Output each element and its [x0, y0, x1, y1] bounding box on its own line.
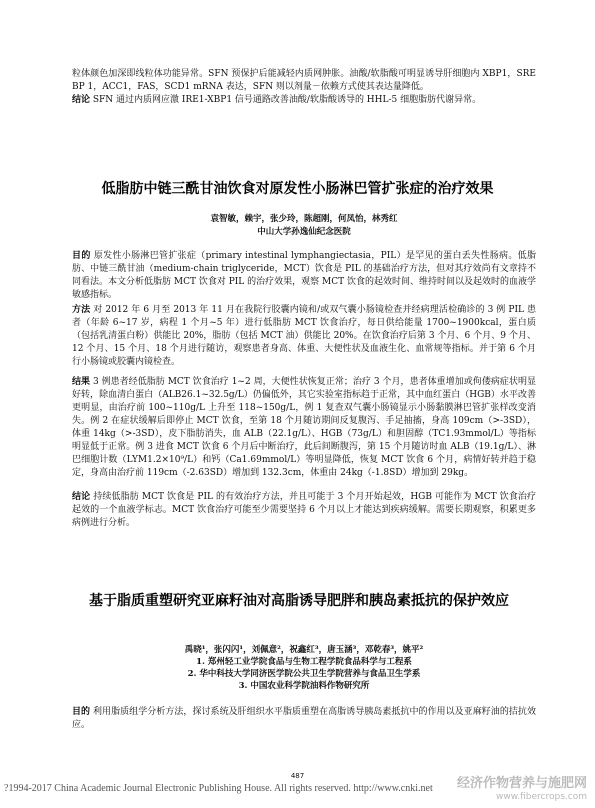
conclusion-text: SFN 通过内质网应激 IRE1-XBP1 信号通路改善油酸/软脂酸诱导的 HHL-5 细胞脂肪代谢异常。	[92, 95, 482, 105]
methods-text: 对 2012 年 6 月至 2013 年 11 月在我院行胶囊内镜和/或双气囊小肠镜检查并经病理活检确诊的 3 例 PIL 患者（年龄 6~17 岁，病程 1 个月~5 年）进行低脂肪 MCT 饮食治疗，每日供给能量 1700~1900kcal，蛋白质（包括乳清蛋白粉）供能比 20%，脂肪（包括 MCT 油）供能比 20%。在饮食治疗后第 3 个月、6 个月、9 个月、12 个月、15 个月、18 个月进行随访，观察患者身高、体重、大便性状及血液生化、血常规等指标。并于第 6 个月行小肠镜或胶囊内镜检查。	[72, 305, 536, 367]
article2-title: 基于脂质重塑研究亚麻籽油对高脂诱导肥胖和胰岛素抵抗的保护效应	[89, 593, 509, 609]
article1-conclusion	[72, 491, 536, 530]
results-text: 3 例患者经低脂肪 MCT 饮食治疗 1~2 周，大便性状恢复正常；治疗 3 个月，患者体重增加或佝偻病症状明显好转，除血清白蛋白（ALB26.1~32.5g/L）仍偏低外，其它实验室指标趋于正常，其中血红蛋白（HGB）水平改善更明显，由治疗前 100~110g/L 上升至 118~150g/L，例 1 复查双气囊小肠镜显示小肠黏膜淋巴管扩张样改变消失。例 2 在症状缓解后即停止 MCT 饮食，至第 18 个月随访期间反复腹泻、手足抽搐，身高 109cm（>-3SD），体重 14kg（>-3SD），皮下脂肪消失，血 ALB（22.1g/L）、HGB（73g/L）和胆固醇（TC1.93mmol/L）等指标明显低于正常。例 3 进食 MCT 饮食 6 个月后中断治疗，此后间断腹泻，第 15 个月随访时血 ALB（19.1g/L）、淋巴细胞计数（LYM1.2×10⁹/L）和钙（Ca1.69mmol/L）等明显降低，恢复 MCT 饮食 6 个月，病情好转并趋于稳定，身高由治疗前 119cm（-2.63SD）增加到 132.3cm，体重由 24kg（-1.8SD）增加到 29kg。	[72, 377, 536, 478]
article1-objective	[72, 250, 536, 302]
methods-label: 方法	[72, 305, 91, 315]
previous-abstract-continuation	[72, 68, 536, 94]
watermark-url: www.fibercrops.com	[496, 792, 587, 802]
affiliation-line: 1. 郑州轻工业学院食品与生物工程学院食品科学与工程系	[196, 657, 412, 667]
article2-objective	[72, 706, 536, 732]
article1-methods	[72, 304, 536, 369]
affiliation-line: 2. 华中科技大学同济医学院公共卫生学院营养与食品卫生学系	[187, 669, 421, 679]
previous-abstract-conclusion	[72, 94, 536, 107]
conclusion-text: 持续低脂肪 MCT 饮食是 PIL 的有效治疗方法，并且可能于 3 个月开始起效，HGB 可能作为 MCT 饮食治疗起效的一个血液学标志。MCT 饮食治疗可能至少需要坚持 6 个月以上才能达到疾病缓解。需要长期观察，积累更多病例进行分析。	[72, 492, 536, 528]
article1-title: 低脂肪中链三酰甘油饮食对原发性小肠淋巴管扩张症的治疗效果	[101, 181, 494, 197]
continuation-text: 粒体颜色加深即线粒体功能异常。SFN 预保护后能减轻内质网肿胀。油酸/软脂酸可明显诱导肝细胞内 XBP1，SREBP 1，ACC1，FAS，SCD1 mRNA 表达，SFN 则以剂量－依赖方式使其表达量降低。	[72, 69, 536, 92]
watermark	[457, 776, 587, 803]
objective-text: 原发性小肠淋巴管扩张症（primary intestinal lymphangiectasia，PIL）是罕见的蛋白丢失性肠病。低脂肪、中链三酰甘油（medium-chain triglyceride，MCT）饮食是 PIL 的基础治疗方法，但对其疗效尚有文章持不同看法。本文分析低脂肪 MCT 饮食对 PIL 的治疗效果，观察 MCT 饮食的起效时间、维持时间以及起效时的血液学敏感指标。	[72, 251, 536, 300]
article2-authors: 禹晓¹，张闪闪¹，刘佩意²，祝鑫红³，唐玉涵³，邓乾春³，姚平²	[184, 645, 424, 655]
article1-affiliation: 中山大学孙逸仙纪念医院	[257, 227, 351, 237]
results-label: 结果	[72, 377, 91, 387]
article2-affiliations	[72, 656, 536, 692]
page-number: 487	[290, 772, 305, 780]
objective-text: 利用脂质组学分析方法，探讨系统及肝组织水平脂质重塑在高脂诱导胰岛素抵抗中的作用以及亚麻籽油的拮抗效应。	[72, 707, 536, 730]
affiliation-line: 3. 中国农业科学院油料作物研究所	[238, 681, 370, 691]
article1-results	[72, 376, 536, 480]
copyright-footer: ?1994-2017 China Academic Journal Electronic Publishing House. All rights reserved. http://www.cnki.net	[4, 783, 433, 794]
article1-authors: 袁智敏，赖宇，张少玲，陈超刚，何凤怡，林秀红	[210, 214, 398, 224]
conclusion-label: 结论	[72, 95, 91, 105]
objective-label: 目的	[72, 251, 91, 261]
objective-label: 目的	[72, 707, 91, 717]
conclusion-label: 结论	[72, 492, 91, 502]
watermark-text: 经济作物营养与施肥网	[456, 776, 587, 791]
